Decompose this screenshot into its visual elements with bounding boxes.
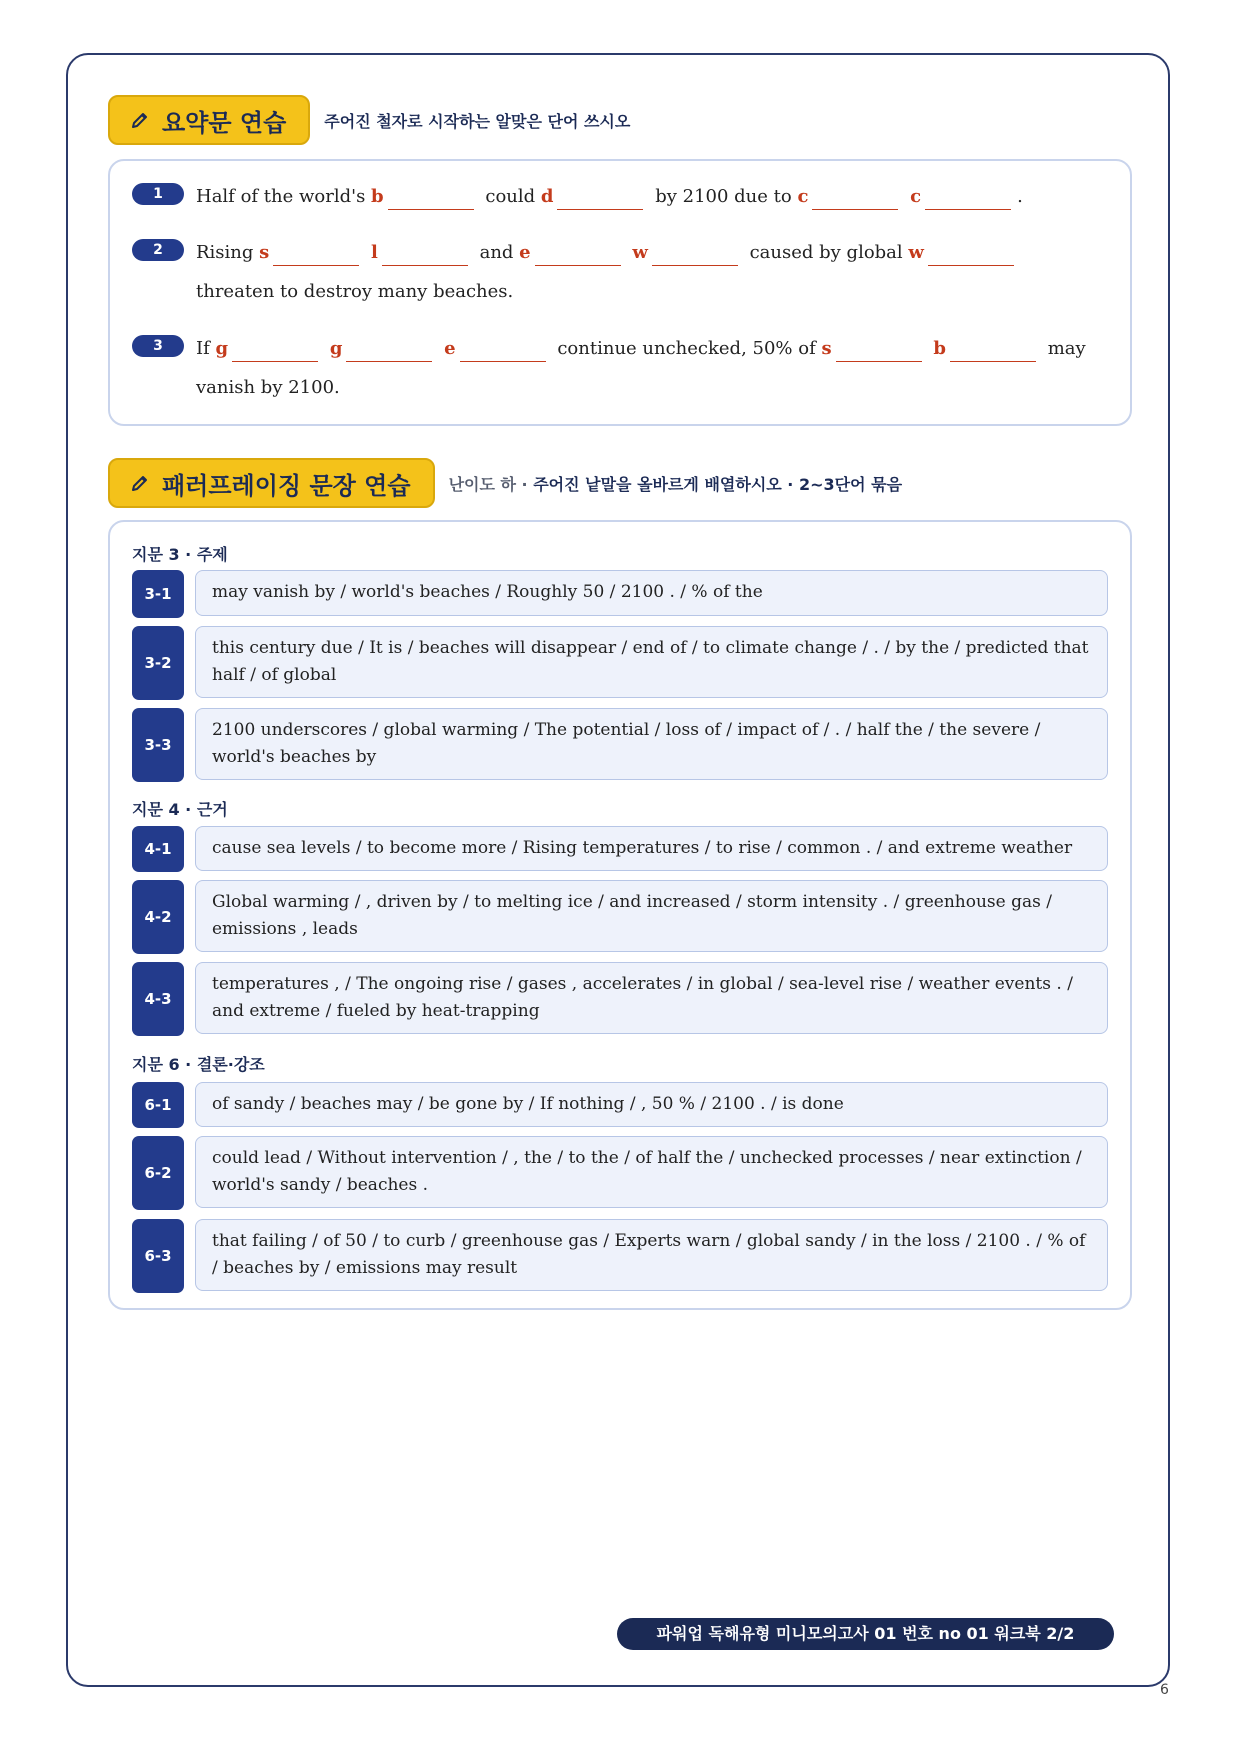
summary-section-tab — [108, 95, 310, 145]
row-id-badge: 6-1 — [132, 1082, 184, 1128]
answer-blank[interactable] — [232, 337, 318, 362]
answer-blank[interactable] — [557, 185, 643, 210]
initial-letter: g — [329, 338, 343, 359]
row-id-badge: 4-2 — [132, 880, 184, 954]
word-chunks-box: temperatures , / The ongoing rise / gases , accelerates / in global / sea-level rise / weather events . / and extreme / fueled by heat-trapping — [195, 962, 1108, 1034]
paraphrase-section-tab — [108, 458, 435, 508]
answer-blank[interactable] — [346, 337, 432, 362]
answer-blank[interactable] — [388, 185, 474, 210]
page-number: 6 — [1160, 1682, 1169, 1698]
answer-blank[interactable] — [652, 241, 738, 266]
footer-label: 파워업 독해유형 미니모의고사 01 번호 no 01 워크북 2/2 — [617, 1618, 1114, 1650]
answer-blank[interactable] — [460, 337, 546, 362]
initial-letter: s — [821, 338, 832, 359]
initial-letter: l — [371, 242, 378, 263]
answer-blank[interactable] — [812, 185, 898, 210]
row-id-badge: 6-3 — [132, 1219, 184, 1293]
initial-letter: c — [910, 186, 922, 207]
paraphrase-panel — [108, 520, 1132, 1310]
sentence-text: may vanish by 2100. — [196, 338, 1086, 398]
initial-letter: w — [908, 242, 924, 263]
initial-letter: g — [215, 338, 229, 359]
initial-letter: c — [797, 186, 809, 207]
row-id-badge: 6-2 — [132, 1136, 184, 1210]
pencil-icon — [130, 110, 150, 130]
pencil-icon — [130, 473, 150, 493]
initial-letter: d — [540, 186, 554, 207]
answer-blank[interactable] — [925, 185, 1011, 210]
answer-blank[interactable] — [836, 337, 922, 362]
row-id-badge: 4-1 — [132, 826, 184, 872]
initial-letter: s — [259, 242, 270, 263]
word-chunks-box: of sandy / beaches may / be gone by / If nothing / , 50 % / 2100 . / is done — [195, 1082, 1108, 1127]
word-chunks-box: may vanish by / world's beaches / Roughly 50 / 2100 . / % of the — [195, 570, 1108, 616]
answer-blank[interactable] — [535, 241, 621, 266]
sentence-text: If — [196, 338, 216, 359]
summary-section-header — [108, 95, 630, 145]
row-id-badge: 3-3 — [132, 708, 184, 782]
word-chunks-box: could lead / Without intervention / , the / to the / of half the / unchecked processes / near extinction / world's sandy / beaches . — [195, 1136, 1108, 1208]
group-label: 지문 3 · 주제 — [132, 545, 228, 564]
initial-letter: w — [632, 242, 648, 263]
initial-letter: e — [444, 338, 456, 359]
word-chunks-box: this century due / It is / beaches will disappear / end of / to climate change / . / by the / predicted that half / of global — [195, 626, 1108, 698]
word-chunks-box: cause sea levels / to become more / Rising temperatures / to rise / common . / and extreme weather — [195, 826, 1108, 871]
difficulty-label: 난이도 하 · — [448, 474, 528, 494]
initial-letter: b — [371, 186, 384, 207]
summary-sentence — [196, 329, 1096, 407]
sentence-text: could — [485, 186, 541, 207]
row-id-badge: 3-2 — [132, 626, 184, 700]
initial-letter: b — [933, 338, 946, 359]
word-chunks-box: Global warming / , driven by / to melting ice / and increased / storm intensity . / greenhouse gas / emissions , leads — [195, 880, 1108, 952]
summary-section-title: 요약문 연습 — [162, 108, 287, 137]
sentence-text: continue unchecked, 50% of — [557, 338, 822, 359]
item-number: 3 — [132, 335, 184, 357]
summary-sentence — [196, 177, 1096, 216]
summary-panel — [108, 159, 1132, 426]
item-number: 2 — [132, 239, 184, 261]
paraphrase-instruction: 주어진 낱말을 올바르게 배열하시오 · 2~3단어 묶음 — [533, 474, 903, 494]
summary-sentence — [196, 233, 1096, 311]
word-chunks-box: 2100 underscores / global warming / The potential / loss of / impact of / . / half the / the severe / world's beaches by — [195, 708, 1108, 780]
sentence-text: . — [1017, 186, 1023, 207]
row-id-badge: 3-1 — [132, 570, 184, 618]
sentence-text: by 2100 due to — [655, 186, 798, 207]
row-id-badge: 4-3 — [132, 962, 184, 1036]
answer-blank[interactable] — [273, 241, 359, 266]
summary-instruction: 주어진 철자로 시작하는 알맞은 단어 쓰시오 — [324, 111, 631, 131]
item-number: 1 — [132, 183, 184, 205]
sentence-text: threaten to destroy many beaches. — [196, 281, 514, 302]
answer-blank[interactable] — [382, 241, 468, 266]
group-label: 지문 4 · 근거 — [132, 800, 228, 819]
paraphrase-section-title: 패러프레이징 문장 연습 — [162, 471, 411, 500]
word-chunks-box: that failing / of 50 / to curb / greenhouse gas / Experts warn / global sandy / in the loss / 2100 . / % of / beaches by / emissions may result — [195, 1219, 1108, 1291]
paraphrase-section-header — [108, 458, 902, 508]
answer-blank[interactable] — [928, 241, 1014, 266]
sentence-text: and — [479, 242, 520, 263]
group-label: 지문 6 · 결론·강조 — [132, 1055, 265, 1074]
initial-letter: e — [519, 242, 531, 263]
sentence-text: caused by global — [749, 242, 909, 263]
sentence-text: Half of the world's — [196, 186, 372, 207]
sentence-text: Rising — [196, 242, 260, 263]
paraphrase-instruction-line — [449, 472, 902, 495]
answer-blank[interactable] — [950, 337, 1036, 362]
